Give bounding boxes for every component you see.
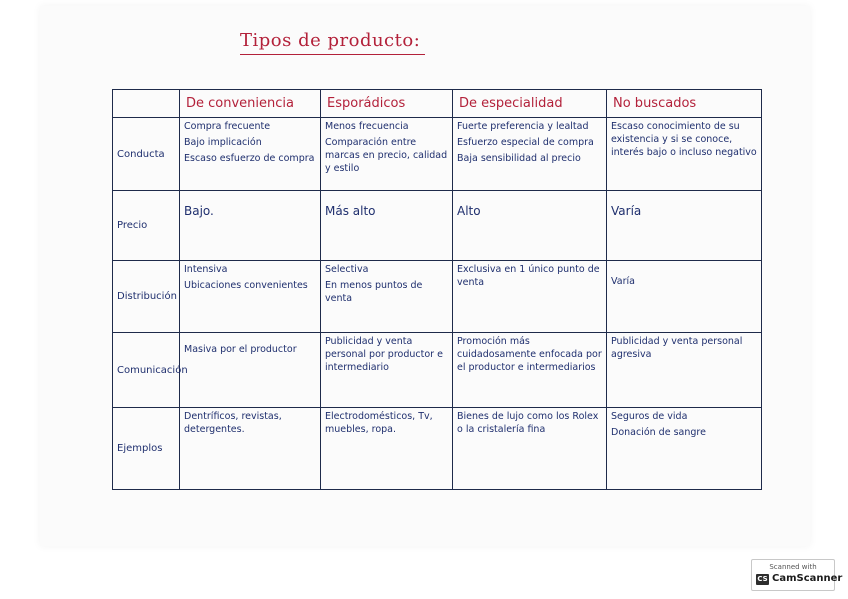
table-cell [453,261,607,333]
cell-text: Donación de sangre [611,427,706,438]
table-row-precio [113,191,762,261]
cell-text: Publicidad y venta personal por productor e intermediario [325,336,443,373]
cell-text: Compra frecuente [184,121,271,132]
table-cell: Alto [453,191,607,261]
product-types-table [112,89,762,490]
cell-text: Escaso conocimiento de su existencia y si se conoce, interés bajo o incluso negativo [611,121,757,158]
table-cell [607,408,762,490]
cell-text: En menos puntos de venta [325,280,423,304]
table-cell [321,118,453,191]
cell-text: Varía [611,276,635,287]
stamp-brand-name: CamScanner [772,573,843,584]
header-esporadicos: Esporádicos [321,90,453,118]
table-row-conducta [113,118,762,191]
cell-text: Bajo implicación [184,137,262,148]
header-corner [113,90,180,118]
cell-text: Promoción más cuidadosamente enfocada por el productor e intermediarios [457,336,602,373]
row-label-precio: Precio [113,191,180,261]
cell-text: Selectiva [325,264,369,275]
table-cell [607,333,762,408]
cell-text: Dentríficos, revistas, detergentes. [184,411,282,435]
cell-text: Escaso esfuerzo de compra [184,153,315,164]
header-especialidad: De especialidad [453,90,607,118]
page-title: Tipos de producto: [240,30,421,51]
row-label-distribucion: Distribución [113,261,180,333]
cell-text: Fuerte preferencia y lealtad [457,121,589,132]
cell-text: Exclusiva en 1 único punto de venta [457,264,600,288]
table-cell [321,408,453,490]
table-cell: Más alto [321,191,453,261]
table-cell [180,261,321,333]
cell-text: Masiva por el productor [184,344,297,355]
table-cell [607,118,762,191]
table-row-distribucion [113,261,762,333]
title-underline [240,54,425,55]
cell-text: Menos frecuencia [325,121,409,132]
table-cell [453,408,607,490]
cell-text: Bienes de lujo como los Rolex o la cristalería fina [457,411,599,435]
cell-text: Comparación entre marcas en precio, calidad y estilo [325,137,448,174]
row-label-ejemplos: Ejemplos [113,408,180,490]
cell-text: Esfuerzo especial de compra [457,137,594,148]
cell-text: Seguros de vida [611,411,688,422]
stamp-top-text: Scanned with [769,563,817,571]
table-cell [453,333,607,408]
camscanner-stamp [751,559,843,591]
cell-text: Intensiva [184,264,228,275]
header-conveniencia: De conveniencia [180,90,321,118]
table-cell [180,408,321,490]
row-label-comunicacion: Comunicación [113,333,180,408]
header-row [113,90,762,118]
table-row-ejemplos [113,408,762,490]
cell-text: Ubicaciones convenientes [184,280,308,291]
row-label-conducta: Conducta [113,118,180,191]
table-cell [321,333,453,408]
camscanner-logo-icon: CS [757,575,768,583]
table-cell [453,118,607,191]
table-cell: Bajo. [180,191,321,261]
table-cell [607,261,762,333]
cell-text: Baja sensibilidad al precio [457,153,581,164]
table-cell [321,261,453,333]
cell-text: Publicidad y venta personal agresiva [611,336,743,360]
table-row-comunicacion [113,333,762,408]
header-no-buscados: No buscados [607,90,762,118]
table-cell [180,333,321,408]
table-cell: Varía [607,191,762,261]
cell-text: Electrodomésticos, Tv, muebles, ropa. [325,411,433,435]
table-cell [180,118,321,191]
